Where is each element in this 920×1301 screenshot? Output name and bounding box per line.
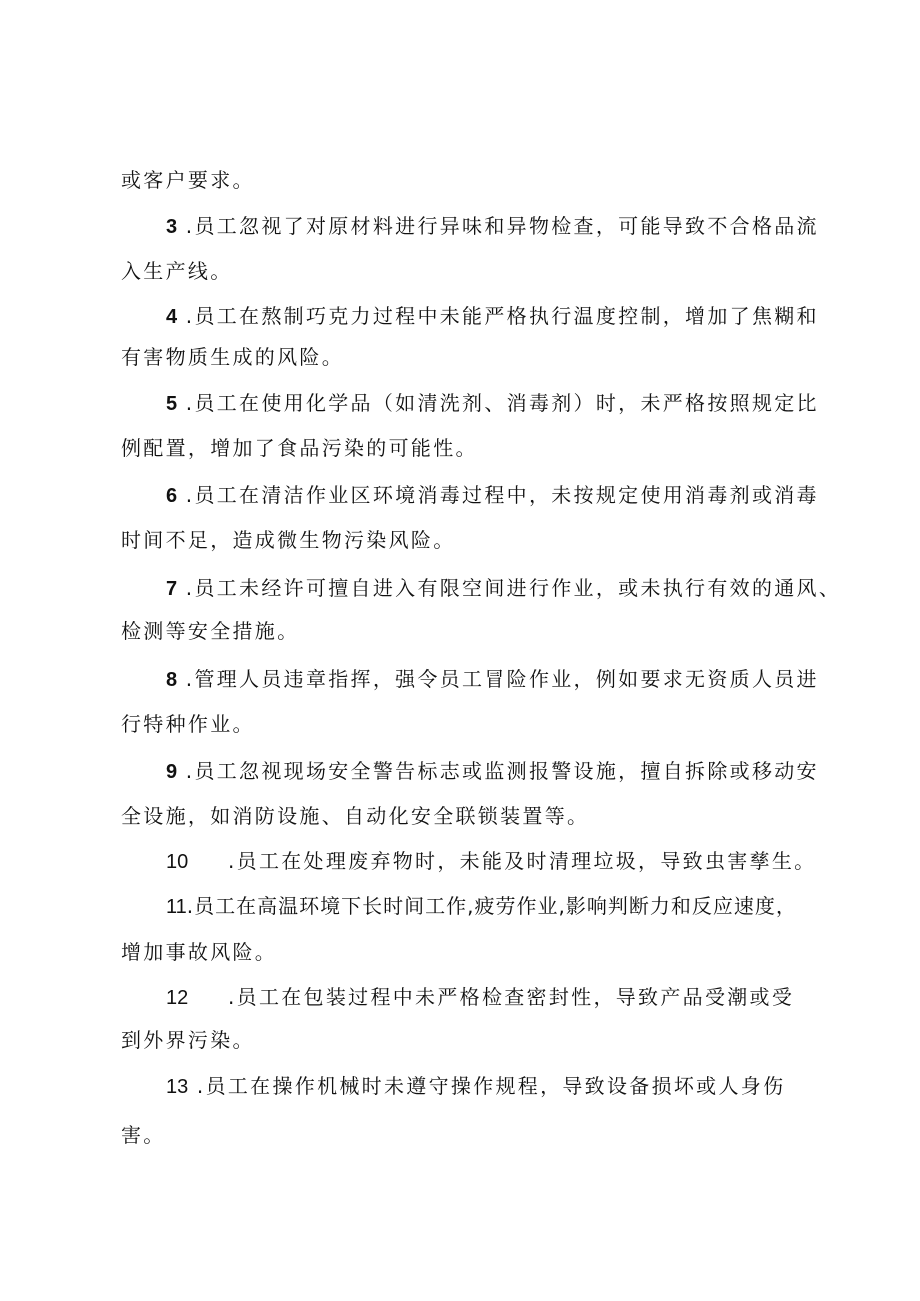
item-number: 10 <box>166 851 189 873</box>
list-item-7-line-2: 检测等安全措施。 <box>121 619 300 643</box>
list-item-5-line-1 <box>166 389 819 418</box>
list-item-5-line-2: 例配置，增加了食品污染的可能性。 <box>121 436 478 460</box>
item-number: 5 <box>166 393 178 415</box>
list-item-3-line-1 <box>166 212 819 241</box>
list-item-6-line-2: 时间不足，造成微生物污染风险。 <box>121 528 456 552</box>
item-number: 11 <box>166 896 187 918</box>
list-item-7-line-1 <box>166 574 841 603</box>
list-item-10-line-1 <box>166 847 816 876</box>
list-item-11-line-1 <box>166 892 797 921</box>
item-text: .管理人员违章指挥，强令员工冒险作业，例如要求无资质人员进 <box>177 667 819 691</box>
list-item-4-line-2: 有害物质生成的风险。 <box>121 345 344 369</box>
list-item-8-line-2: 行特种作业。 <box>121 712 255 736</box>
item-text: .员工在使用化学品（如清洗剂、消毒剂）时，未严格按照规定比 <box>177 391 819 415</box>
item-text: .员工在处理废弃物时，未能及时清理垃圾，导致虫害孳生。 <box>228 849 817 873</box>
item-text: .员工在操作机械时未遵守操作规程，导致设备损坏或人身伤 <box>188 1074 786 1098</box>
item-text: .员工忽视现场安全警告标志或监测报警设施，擅自拆除或移动安 <box>177 759 819 783</box>
list-item-11-line-2: 增加事故风险。 <box>121 940 278 964</box>
item-number: 7 <box>166 578 178 600</box>
item-text: .员工在熬制巧克力过程中未能严格执行温度控制，增加了焦糊和 <box>177 304 819 328</box>
list-item-6-line-1 <box>166 481 819 510</box>
item-number: 13 <box>166 1076 189 1098</box>
list-item-12-line-2: 到外界污染。 <box>121 1028 255 1052</box>
item-text: .员工在清洁作业区环境消毒过程中，未按规定使用消毒剂或消毒 <box>177 483 819 507</box>
item-text: .员工在包装过程中未严格检查密封性，导致产品受潮或受 <box>228 985 795 1009</box>
item-text: .员工未经许可擅自进入有限空间进行作业，或未执行有效的通风、 <box>177 576 842 600</box>
list-item-12-line-1 <box>166 983 794 1012</box>
item-number: 9 <box>166 761 178 783</box>
item-number: 6 <box>166 485 178 507</box>
list-item-9-line-1 <box>166 757 819 786</box>
list-item-3-line-2: 入生产线。 <box>121 259 233 283</box>
item-number: 12 <box>166 987 189 1009</box>
list-item-13-line-1 <box>166 1072 785 1101</box>
list-item-13-line-2: 害。 <box>121 1123 166 1147</box>
item-number: 4 <box>166 306 178 328</box>
item-text: .员工在高温环境下长时间工作,疲劳作业,影响判断力和反应速度， <box>186 894 797 918</box>
item-number: 3 <box>166 216 178 238</box>
list-item-8-line-1 <box>166 665 819 694</box>
item-text: .员工忽视了对原材料进行异味和异物检查，可能导致不合格品流 <box>177 214 819 238</box>
continuation-line: 或客户要求。 <box>121 168 255 192</box>
item-number: 8 <box>166 669 178 691</box>
list-item-4-line-1 <box>166 302 819 331</box>
list-item-9-line-2: 全设施，如消防设施、自动化安全联锁装置等。 <box>121 804 590 828</box>
